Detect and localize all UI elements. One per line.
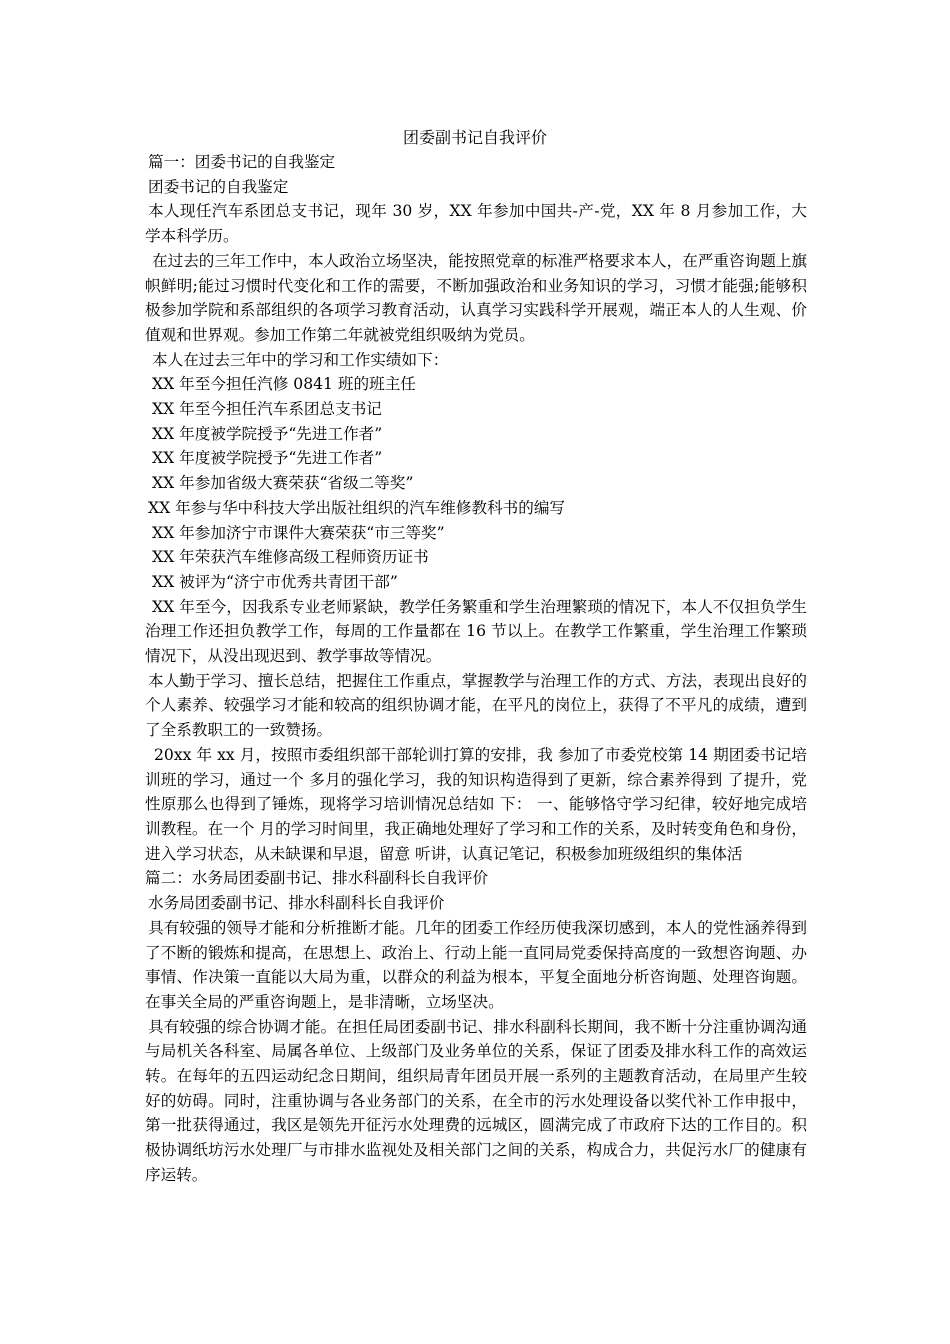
paragraph: XX 年至今，因我系专业老师紧缺，教学任务繁重和学生治理繁琐的情况下，本人不仅担负学生治理工作还担负教学工作，每周的工作量都在 16 节以上。在教学工作繁重，学生治理工作繁琐情况下，从没出现迟到、教学事故等情况。: [145, 597, 807, 666]
paragraph: 本人勤于学习、擅长总结，把握住工作重点，掌握教学与治理工作的方式、方法，表现出良好的个人素养、较强学习才能和较高的组织协调才能，在平凡的岗位上，获得了不平凡的成绩，遭到了全系教职工的一致赞扬。: [145, 671, 807, 740]
paragraph: 篇一：团委书记的自我鉴定: [148, 153, 336, 171]
paragraph: 团委书记的自我鉴定: [148, 177, 289, 196]
paragraph: 具有较强的领导才能和分析推断才能。几年的团委工作经历使我深切感到，本人的党性涵养得到了不断的锻炼和提高，在思想上、政治上、行动上能一直同局党委保持高度的一致想咨询题、办事情、作决策一直能以大局为重，以群众的利益为根本，平复全面地分析咨询题、处理咨询题。在事关全局的严重咨询题上，是非清晰，立场坚决。: [145, 918, 807, 1011]
paragraph: 20xx 年 xx 月，按照市委组织部干部轮训打算的安排，我 参加了市委党校第 14 期团委书记培训班的学习，通过一个 多月的强化学习，我的知识构造得到了更新，综合素养得到 了提升，党性原那么也得到了锤炼，现将学习培训情况总结如 下： 一、能够恪守学习纪律，较好地完成培训教程。在一个 月的学习时间里，我正确地处理好了学习和工作的关系，及时转变角色和身份，进入学习状态，从未缺课和早退，留意 听讲，认真记笔记，积极参加班级组织的集体活: [145, 745, 807, 863]
paragraph: XX 年参与华中科技大学出版社组织的汽车维修教科书的编写: [148, 498, 566, 517]
paragraph: 本人在过去三年中的学习和工作实绩如下：: [152, 350, 449, 369]
paragraph: XX 年度被学院授予“先进工作者”: [152, 449, 383, 468]
paragraph: XX 年参加济宁市课件大赛荣获“市三等奖”: [152, 523, 445, 542]
document-title: 团委副书记自我评价: [402, 128, 547, 147]
paragraph: XX 年荣获汽车维修高级工程师资历证书: [152, 548, 429, 567]
paragraph: 本人现任汽车系团总支书记，现年 30 岁，XX 年参加中国共-产-党，XX 年 8 月参加工作，大学本科学历。: [145, 202, 807, 246]
paragraph: 在过去的三年工作中，本人政治立场坚决，能按照党章的标准严格要求本人，在严重咨询题上旗帜鲜明;能过习惯时代变化和工作的需要，不断加强政治和业务知识的学习，习惯才能强;能够积极参加学院和系部组织的各项学习教育活动，认真学习实践科学开展观，端正本人的人生观、价值观和世界观。参加工作第二年就被党组织吸纳为党员。: [145, 251, 807, 344]
paragraph: XX 年参加省级大赛荣获“省级二等奖”: [152, 474, 414, 493]
paragraph: XX 年至今担任汽修 0841 班的班主任: [152, 375, 416, 394]
paragraph: XX 被评为“济宁市优秀共青团干部”: [152, 572, 398, 591]
paragraph: 具有较强的综合协调才能。在担任局团委副书记、排水科副科长期间，我不断十分注重协调沟通与局机关各科室、局属各单位、上级部门及业务单位的关系，保证了团委及排水科工作的高效运转。在每年的五四运动纪念日期间，组织局青年团员开展一系列的主题教育活动，在局里产生较好的妨碍。同时，注重协调与各业务部门的关系，在全市的污水处理设备以奖代补工作申报中，第一批获得通过，我区是领先开征污水处理费的远城区，圆满完成了市政府下达的工作目的。积极协调纸坊污水处理厂与市排水监视处及相关部门之间的关系，构成合力，共促污水厂的健康有序运转。: [145, 1017, 807, 1184]
paragraph: XX 年度被学院授予“先进工作者”: [152, 424, 383, 443]
paragraph: 篇二：水务局团委副书记、排水科副科长自我评价: [145, 869, 489, 888]
paragraph: 水务局团委副书记、排水科副科长自我评价: [148, 894, 445, 913]
document-body: [145, 150, 807, 1188]
paragraph: XX 年至今担任汽车系团总支书记: [152, 400, 382, 419]
